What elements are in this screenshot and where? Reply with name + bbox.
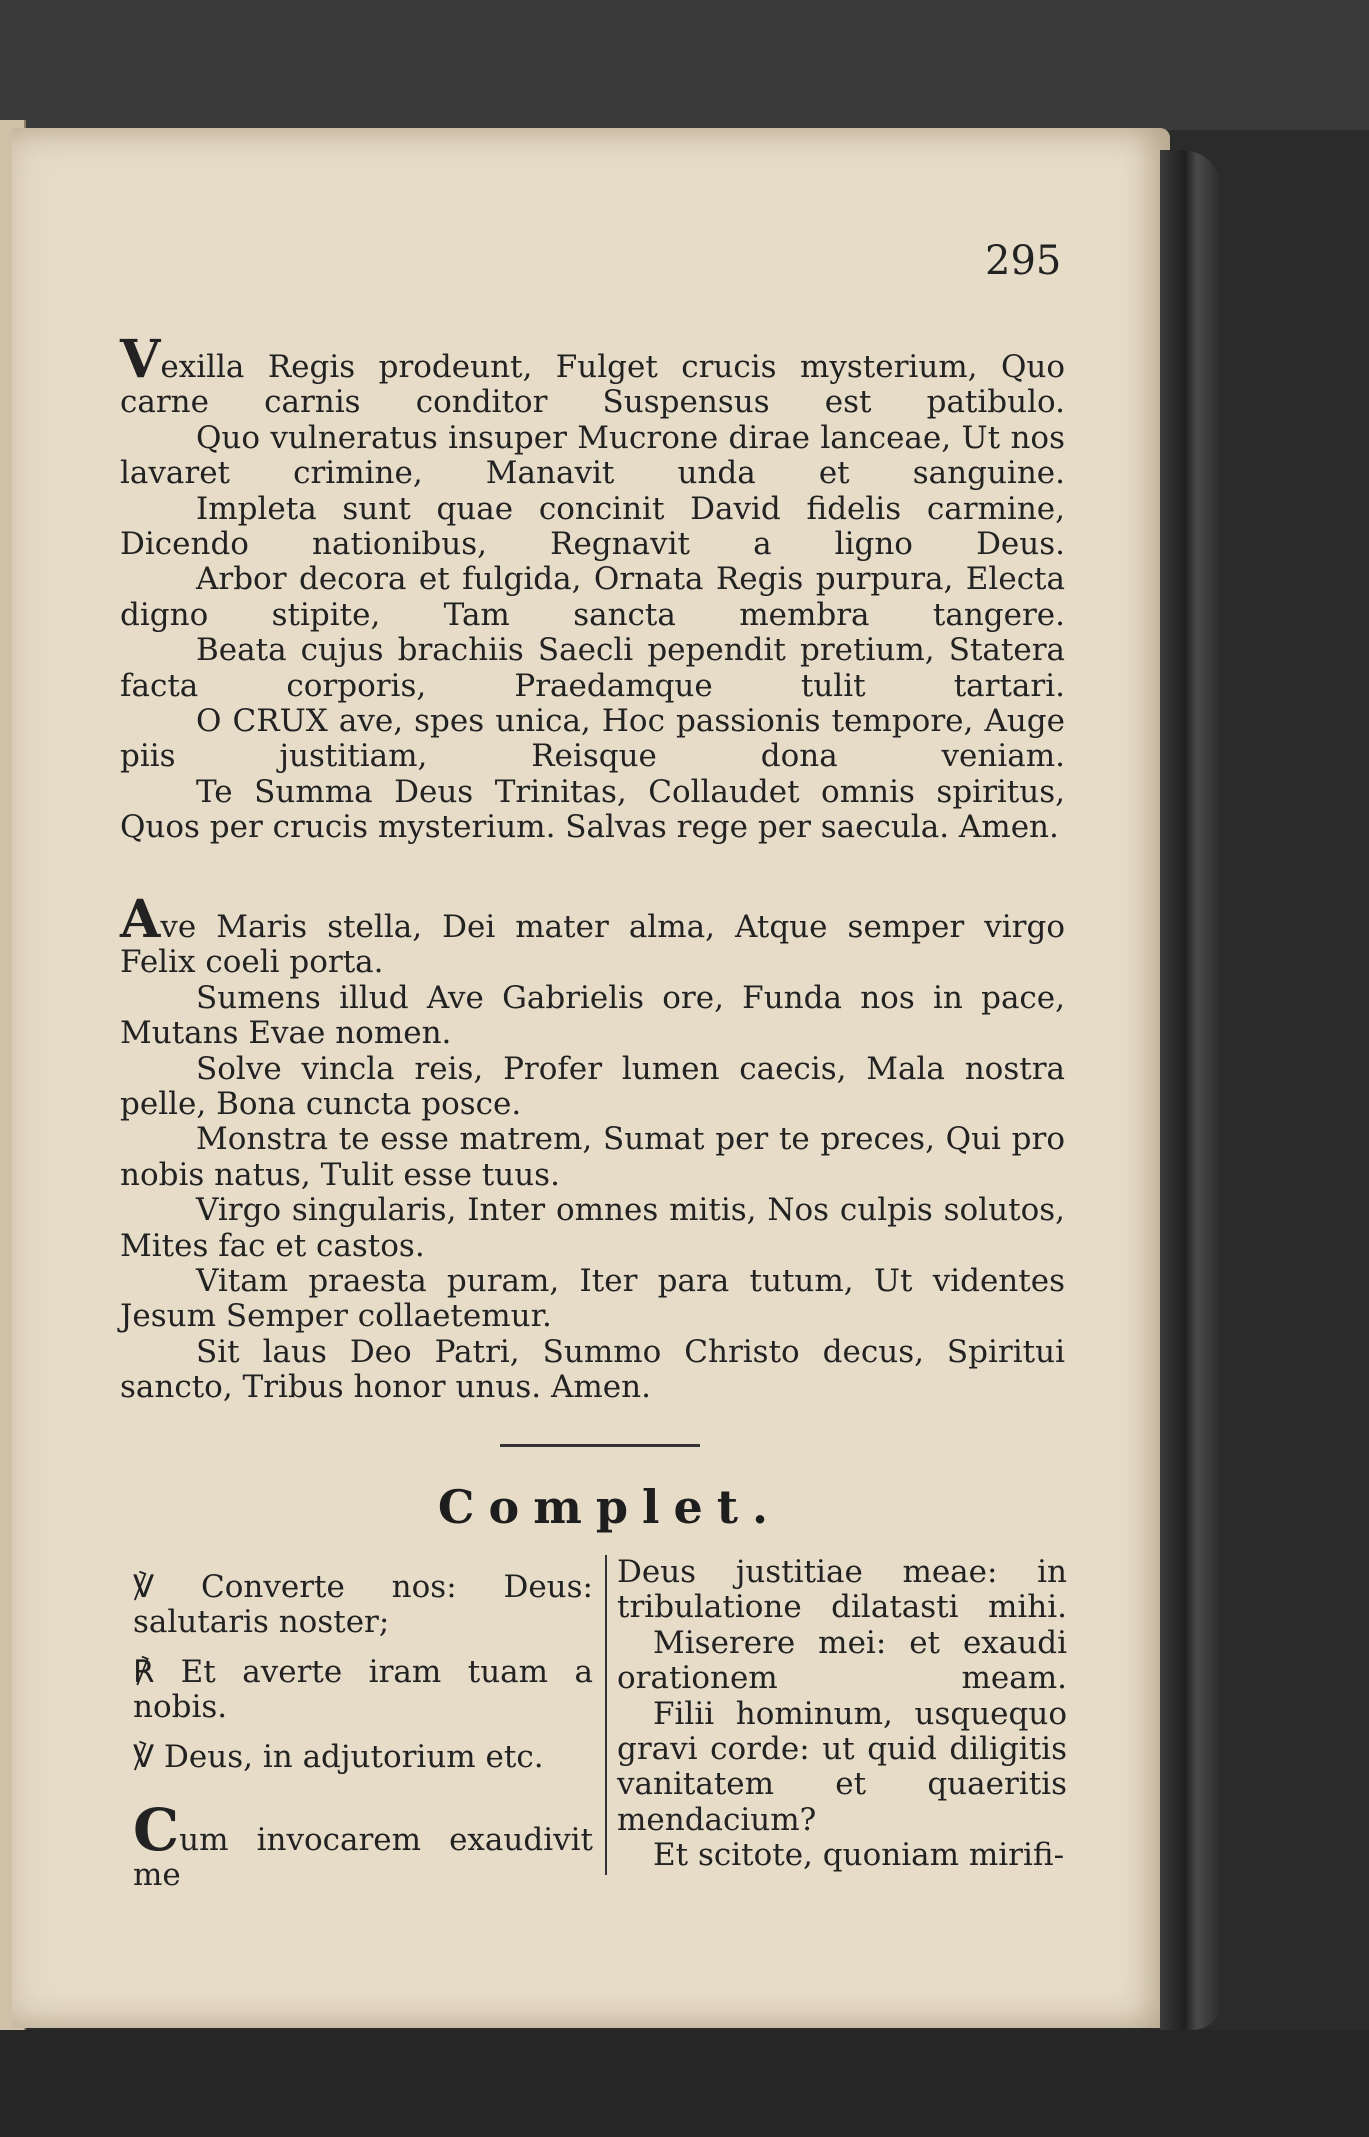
stanza: Solve vincla reis, Profer lumen caecis, Mala nostra pelle, Bona cuncta posce.	[120, 1050, 1065, 1123]
drop-cap: C	[133, 1796, 180, 1865]
left-column	[133, 1570, 593, 1908]
drop-cap: A	[120, 889, 161, 950]
psalm-line: Deus justitiae meae: in tribulatione dilatasti mihi.	[617, 1554, 1067, 1626]
drop-cap: V	[120, 329, 161, 390]
stanza: Vexilla Regis prodeunt, Fulget crucis mysterium, Quo carne carnis conditor Suspensus est patibulo.	[120, 329, 1065, 421]
versicle: ℣ Deus, in adjutorium etc.	[133, 1738, 544, 1775]
section-title: Complet.	[437, 1480, 783, 1534]
stanza: Virgo singularis, Inter omnes mitis, Nos culpis solutos, Mites fac et castos.	[120, 1192, 1065, 1264]
stanza: Quo vulneratus insuper Mucrone dirae lanceae, Ut nos lavaret crimine, Manavit unda et sanguine.	[120, 419, 1065, 492]
right-column	[617, 1555, 1067, 1874]
stanza: Te Summa Deus Trinitas, Collaudet omnis spiritus, Quos per crucis mysterium. Salvas rege per saecula. Amen.	[120, 773, 1065, 846]
hymn-vexilla-regis	[120, 329, 1065, 846]
background-bottom	[0, 2030, 1369, 2137]
stanza: Sumens illud Ave Gabrielis ore, Funda nos in pace, Mutans Evae nomen.	[120, 979, 1065, 1052]
page-number: 295	[985, 238, 1062, 284]
stanza: Sit laus Deo Patri, Summo Christo decus, Spiritui sancto, Tribus honor unus. Amen.	[120, 1333, 1065, 1406]
background-top	[0, 0, 1369, 130]
psalm-line: Et scitote, quoniam mirifi-	[653, 1837, 1065, 1874]
hymn-ave-maris-stella	[120, 889, 1065, 1406]
stanza: Arbor decora et fulgida, Ornata Regis purpura, Electa digno stipite, Tam sancta membra tangere.	[120, 561, 1065, 633]
section-divider	[500, 1444, 700, 1447]
stanza: Beata cujus brachiis Saecli pependit pretium, Statera facta corporis, Praedamque tulit tartari.	[120, 632, 1065, 704]
psalm-line: Filii hominum, usquequo gravi corde: ut quid diligitis vanitatem et quaeritis mendacium?	[617, 1695, 1067, 1838]
psalm-opening: Cum invocarem exaudivit me	[133, 1796, 593, 1894]
psalm-line: Miserere mei: et exaudi orationem meam.	[617, 1624, 1067, 1697]
stanza: O CRUX ave, spes unica, Hoc passionis tempore, Auge piis justitiam, Reisque dona veniam.	[120, 703, 1065, 775]
book-cover-edge	[1160, 150, 1222, 2030]
stanza: Monstra te esse matrem, Sumat per te preces, Qui pro nobis natus, Tulit esse tuus.	[120, 1121, 1065, 1193]
stanza: Ave Maris stella, Dei mater alma, Atque semper virgo Felix coeli porta.	[120, 889, 1065, 981]
column-rule	[605, 1555, 607, 1875]
stanza: Impleta sunt quae concinit David fidelis carmine, Dicendo nationibus, Regnavit a ligno Deus.	[120, 490, 1065, 563]
versicle: ℣ Converte nos: Deus: salutaris noster;	[133, 1569, 593, 1641]
stanza: Vitam praesta puram, Iter para tutum, Ut videntes Jesum Semper collaetemur.	[120, 1263, 1065, 1335]
response: ℟ Et averte iram tuam a nobis.	[133, 1653, 593, 1726]
